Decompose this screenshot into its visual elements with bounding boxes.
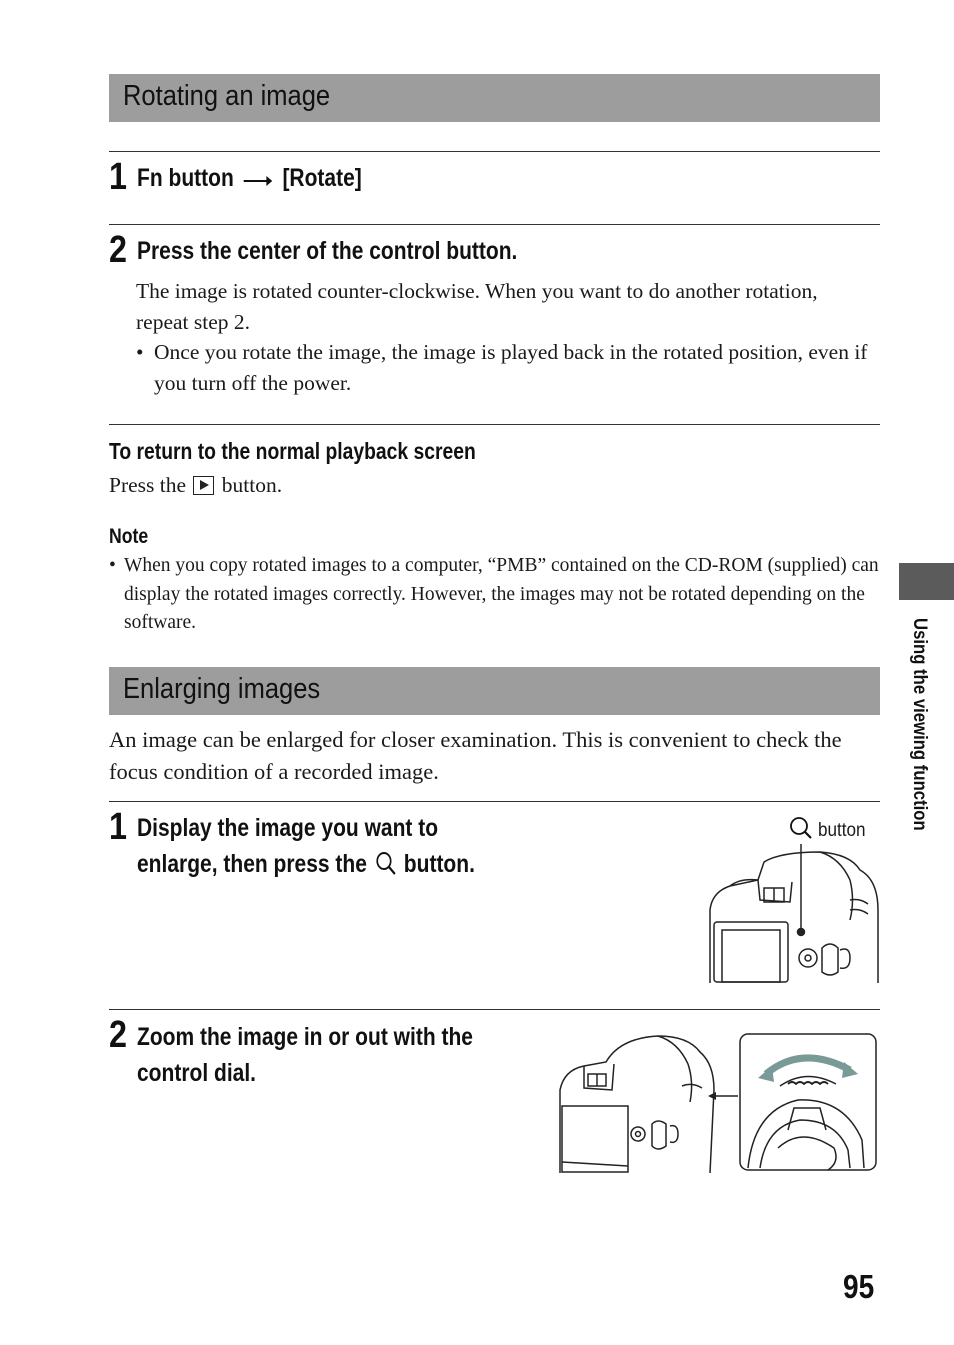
step-number: 2 bbox=[109, 229, 127, 271]
section-header-enlarging bbox=[109, 667, 880, 715]
chapter-tab bbox=[899, 563, 954, 600]
return-text-prefix: Press the bbox=[109, 473, 187, 497]
divider bbox=[109, 1009, 880, 1010]
divider bbox=[109, 151, 880, 152]
intro-text: An image can be enlarged for closer examination. This is convenient to check the focus condition of a recorded image. bbox=[109, 727, 842, 784]
section-header-rotating bbox=[109, 74, 880, 122]
camera-dial-illustration bbox=[558, 1030, 880, 1180]
playback-icon bbox=[193, 476, 214, 495]
step-number: 1 bbox=[109, 156, 127, 198]
step-title-line2: enlarge, then press the button. bbox=[137, 846, 475, 886]
step-title: Press the center of the control button. bbox=[137, 237, 518, 265]
note-text: When you copy rotated images to a computer, “PMB” contained on the CD-ROM (supplied) can display the rotated images correctly. However, the images may not be rotated depending on the software. bbox=[124, 555, 879, 633]
step-title bbox=[137, 160, 362, 197]
note-heading: Note bbox=[109, 525, 149, 548]
chapter-label: Using the viewing function bbox=[909, 618, 930, 831]
step-number: 2 bbox=[109, 1014, 127, 1056]
divider bbox=[109, 801, 880, 802]
note-item: • When you copy rotated images to a computer, “PMB” contained on the CD-ROM (supplied) can display the rotated images correctly. However, the images may not be rotated depending on the software. bbox=[109, 552, 881, 638]
step-title-suffix: [Rotate] bbox=[282, 164, 362, 192]
arrow-right-icon bbox=[243, 161, 273, 197]
step-title-line1: Display the image you want to bbox=[137, 814, 439, 842]
bullet-item: • Once you rotate the image, the image is played back in the rotated position, even if you turn off the power. bbox=[136, 337, 880, 399]
page-number: 95 bbox=[843, 1268, 875, 1305]
step-title-prefix: Fn button bbox=[137, 164, 234, 192]
sub-heading: To return to the normal playback screen bbox=[109, 438, 476, 464]
step-title-line1: Zoom the image in or out with the bbox=[137, 1023, 473, 1051]
section-title: Enlarging images bbox=[123, 673, 321, 705]
return-text bbox=[109, 470, 282, 501]
step-title-line2: control dial. bbox=[137, 1059, 257, 1087]
divider bbox=[109, 224, 880, 225]
divider bbox=[109, 424, 880, 425]
section-title: Rotating an image bbox=[123, 80, 331, 112]
figure-callout-label: button bbox=[818, 820, 866, 841]
magnifier-icon bbox=[374, 850, 396, 886]
step-number: 1 bbox=[109, 806, 127, 848]
camera-back-illustration bbox=[700, 840, 880, 990]
step-body: The image is rotated counter-clockwise. When you want to do another rotation, repeat step 2. bbox=[136, 279, 818, 334]
return-text-suffix: button. bbox=[221, 473, 283, 497]
bullet-text: Once you rotate the image, the image is played back in the rotated position, even if you turn off the power. bbox=[154, 340, 868, 395]
